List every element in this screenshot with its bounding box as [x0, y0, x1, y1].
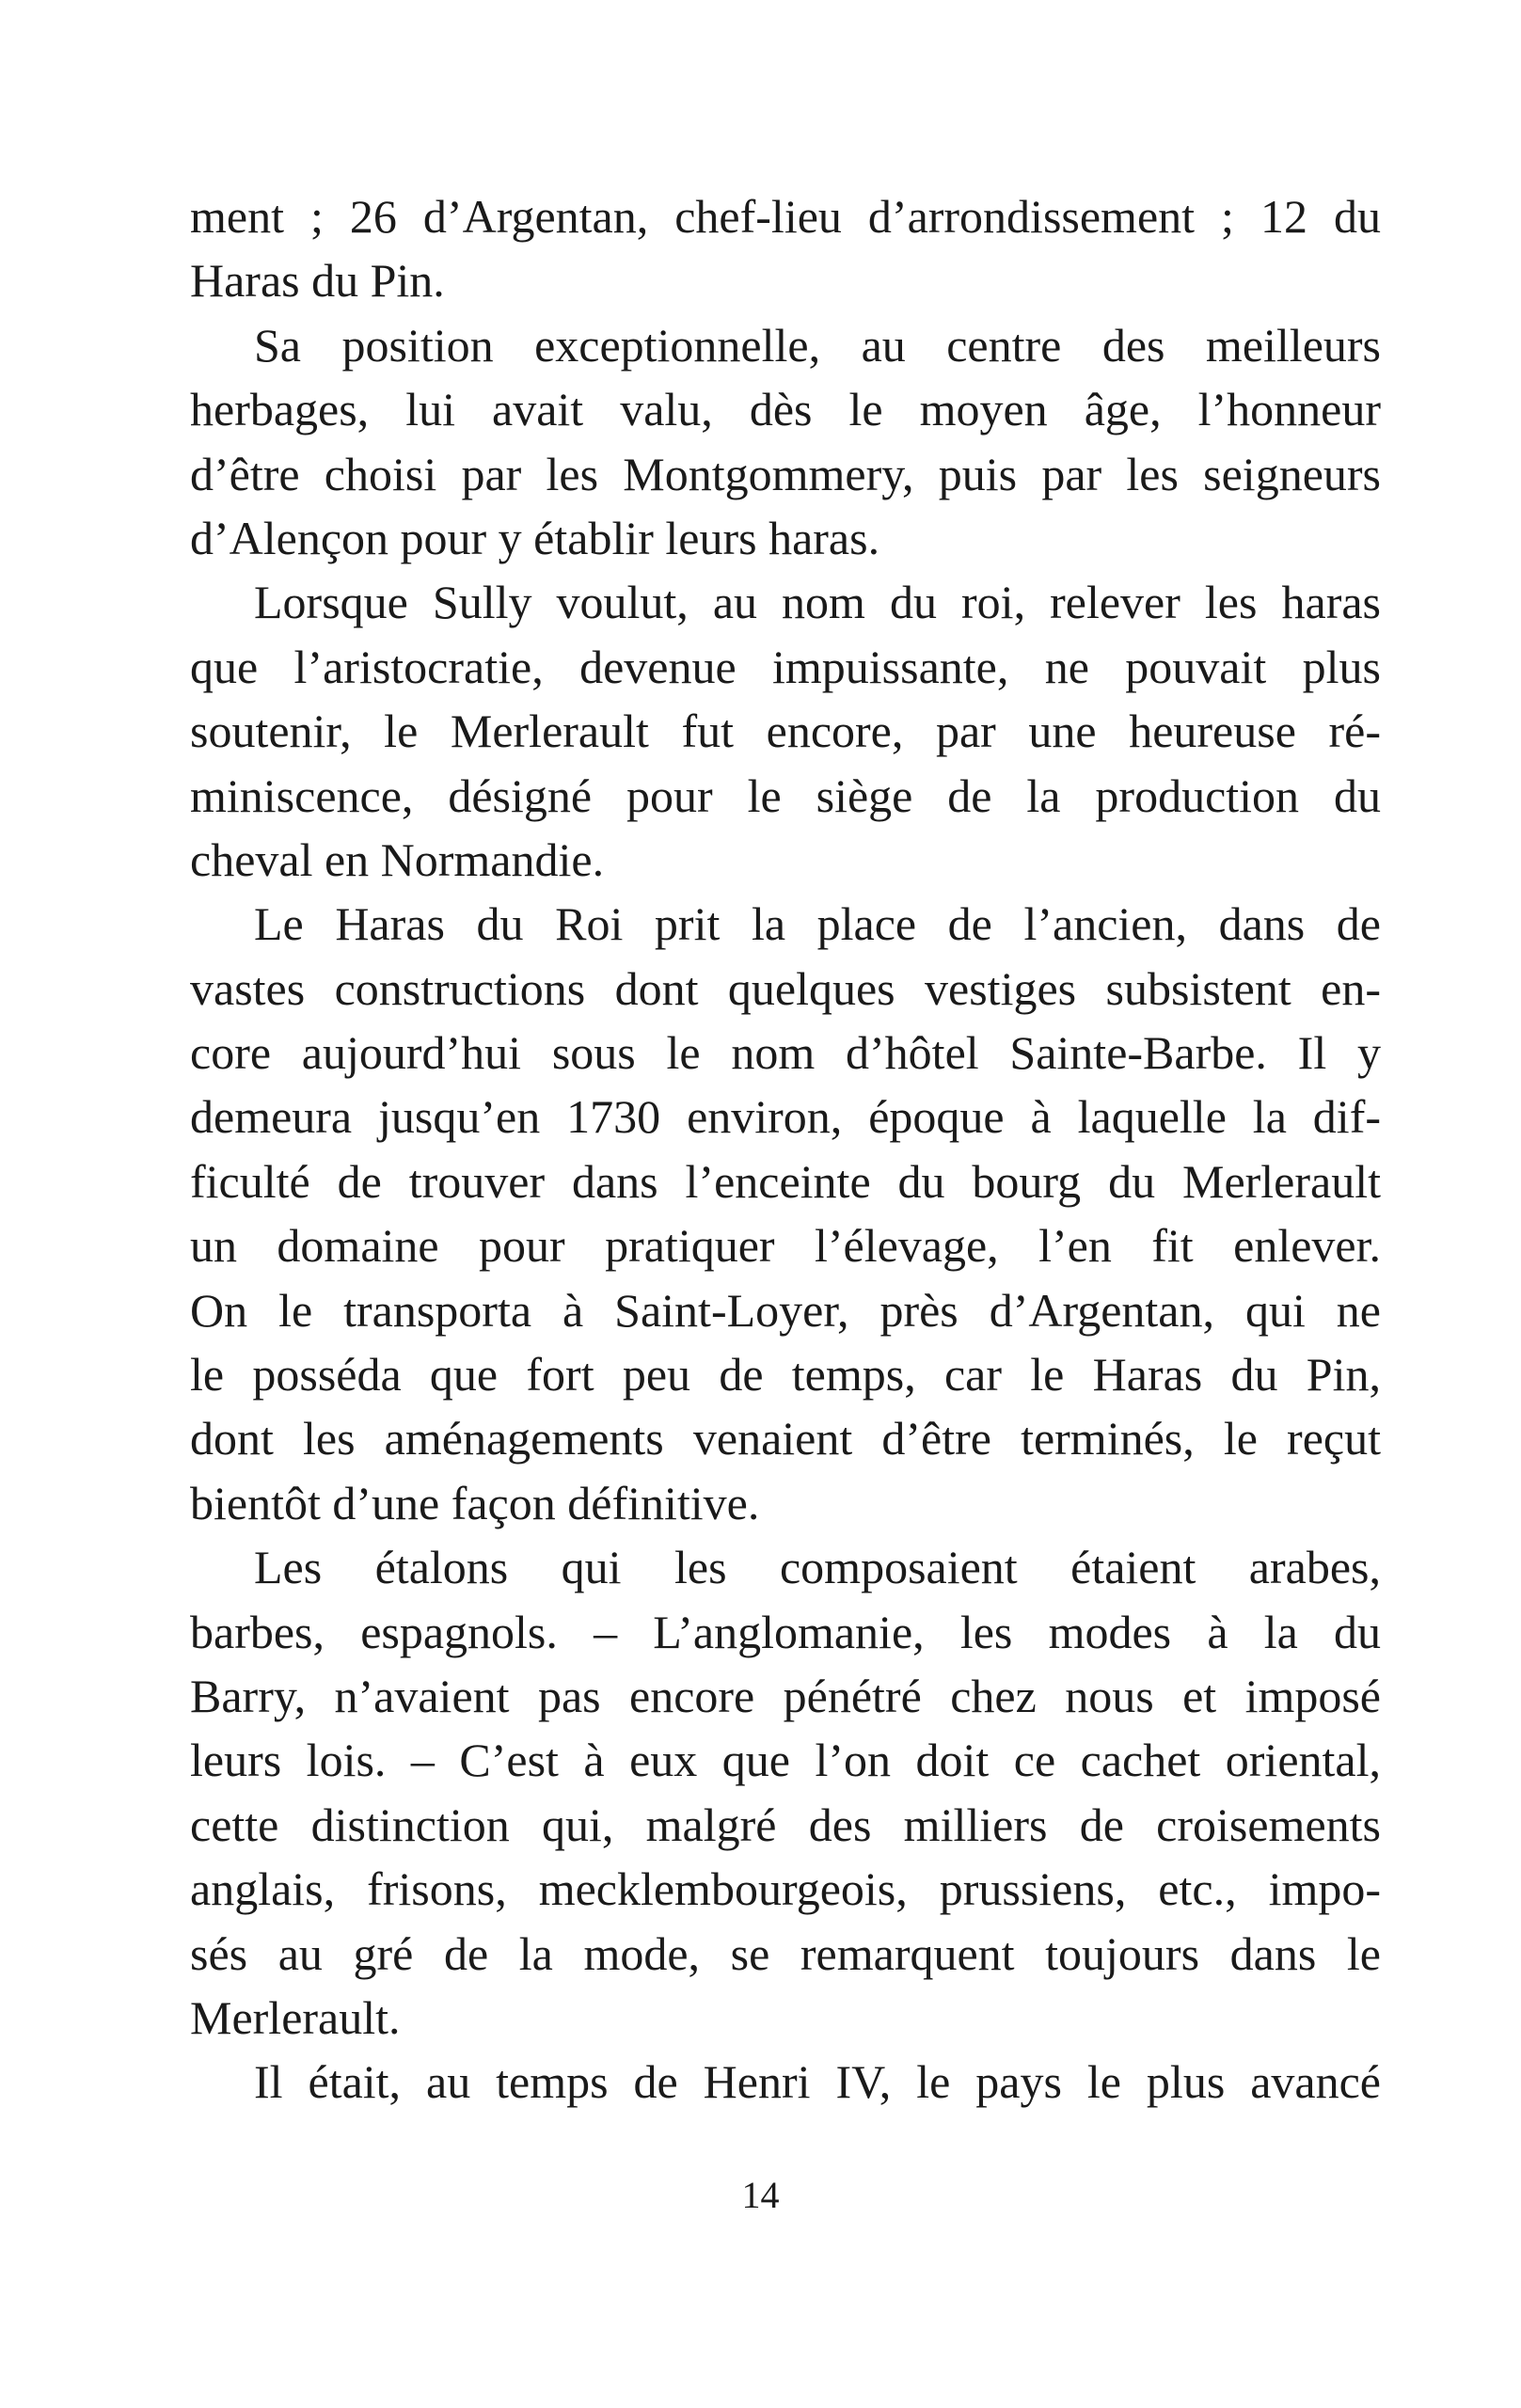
- text-line: herbages, lui avait valu, dès le moyen âge, l’honneur: [190, 383, 1381, 436]
- text-line: un domaine pour pratiquer l’élevage, l’en fit enlever.: [190, 1219, 1381, 1273]
- text-line: d’être choisi par les Montgommery, puis par les seigneurs: [190, 447, 1381, 500]
- text-line: Merlerault.: [190, 1990, 401, 2044]
- text-line: miniscence, désigné pour le siège de la production du: [190, 768, 1381, 822]
- text-line: barbes, espagnols. – L’anglomanie, les modes à la du: [190, 1605, 1381, 1658]
- paragraph: [190, 1535, 1381, 2050]
- text-line: sés au gré de la mode, se remarquent toujours dans le: [190, 1926, 1381, 1980]
- paragraph: [190, 2050, 1381, 2114]
- text-line: que l’aristocratie, devenue impuissante, ne pouvait plus: [190, 640, 1381, 693]
- text-line: ment ; 26 d’Argentan, chef-lieu d’arrondissement ; 12 du: [190, 190, 1381, 243]
- text-line: bientôt d’une façon définitive.: [190, 1476, 760, 1529]
- text-line: Il était, au temps de Henri IV, le pays le plus avancé: [254, 2055, 1381, 2109]
- text-line: Le Haras du Roi prit la place de l’ancien, dans de: [254, 897, 1381, 951]
- text-line: d’Alençon pour y établir leurs haras.: [190, 511, 880, 564]
- text-line: On le transporta à Saint-Loyer, près d’Argentan, qui ne: [190, 1283, 1381, 1337]
- paragraph: [190, 570, 1381, 892]
- paragraph: [190, 184, 1381, 313]
- text-line: Sa position exceptionnelle, au centre des meilleurs: [254, 318, 1381, 372]
- text-line: cette distinction qui, malgré des milliers de croisements: [190, 1798, 1381, 1851]
- text-line: demeura jusqu’en 1730 environ, époque à laquelle la dif-: [190, 1090, 1381, 1144]
- text-line: Haras du Pin.: [190, 254, 445, 308]
- paragraph: [190, 892, 1381, 1535]
- text-line: leurs lois. – C’est à eux que l’on doit ce cachet oriental,: [190, 1734, 1381, 1787]
- text-line: dont les aménagements venaient d’être terminés, le reçut: [190, 1412, 1381, 1465]
- paragraph: [190, 313, 1381, 571]
- text-line: vastes constructions dont quelques vestiges subsistent en-: [190, 961, 1381, 1015]
- text-line: Les étalons qui les composaient étaient arabes,: [254, 1541, 1381, 1594]
- text-line: Lorsque Sully voulut, au nom du roi, relever les haras: [254, 576, 1381, 629]
- text-line: core aujourd’hui sous le nom d’hôtel Sainte-Barbe. Il y: [190, 1026, 1381, 1080]
- text-line: le posséda que fort peu de temps, car le Haras du Pin,: [190, 1348, 1381, 1402]
- page-body: [190, 184, 1381, 2115]
- text-line: anglais, frisons, mecklembourgeois, prussiens, etc., impo-: [190, 1862, 1381, 1916]
- text-line: Barry, n’avaient pas encore pénétré chez nous et imposé: [190, 1669, 1381, 1722]
- page-number: 14: [741, 2174, 780, 2216]
- text-line: cheval en Normandie.: [190, 832, 605, 886]
- text-line: ficulté de trouver dans l’enceinte du bourg du Merlerault: [190, 1154, 1381, 1208]
- text-line: soutenir, le Merlerault fut encore, par une heureuse ré-: [190, 705, 1381, 758]
